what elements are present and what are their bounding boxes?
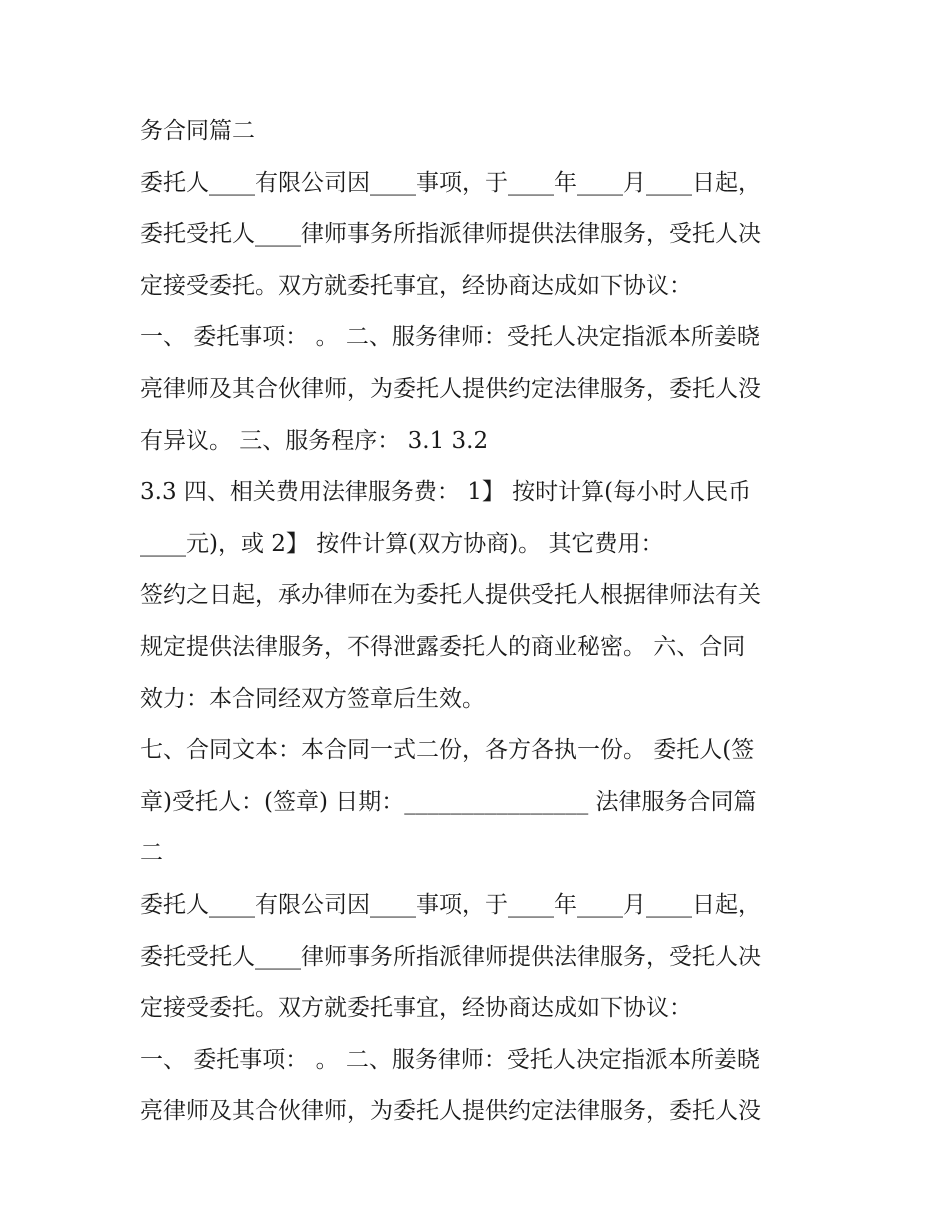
text-line: 一、 委托事项： 。 二、服务律师：受托人决定指派本所姜晓 (140, 324, 760, 351)
text-line: ____元)，或 2】 按件计算(双方协商)。 其它费用： (140, 530, 664, 557)
text-line: 有异议。 三、服务程序： 3.1 3.2 (140, 427, 489, 454)
text-line: 委托人____有限公司因____事项，于____年____月____日起， (140, 169, 761, 196)
text-line: 亮律师及其合伙律师，为委托人提供约定法律服务，委托人没 (140, 375, 761, 402)
text-line: 效力：本合同经双方签章后生效。 (140, 685, 485, 712)
contract-text (140, 106, 830, 1138)
text-line: 定接受委托。双方就委托事宜，经协商达成如下协议： (140, 272, 692, 299)
text-line: 签约之日起，承办律师在为委托人提供受托人根据律师法有关 (140, 582, 761, 609)
text-line: 委托受托人____律师事务所指派律师提供法律服务，受托人决 (140, 221, 761, 248)
text-line: 务合同篇二 (140, 118, 255, 144)
text-line: 定接受委托。双方就委托事宜，经协商达成如下协议： (140, 995, 692, 1022)
text-line: 委托受托人____律师事务所指派律师提供法律服务，受托人决 (140, 943, 761, 970)
text-line: 二 (140, 840, 163, 867)
text-line: 章)受托人：(签章) 日期：________________ 法律服务合同篇 (140, 788, 757, 815)
text-line: 3.3 四、相关费用法律服务费： 1】 按时计算(每小时人民币 (140, 479, 752, 506)
text-line: 委托人____有限公司因____事项，于____年____月____日起， (140, 891, 761, 918)
text-line: 亮律师及其合伙律师，为委托人提供约定法律服务，委托人没 (140, 1098, 761, 1125)
text-line: 七、合同文本：本合同一式二份，各方各执一份。 委托人(签 (140, 737, 755, 764)
text-line: 一、 委托事项： 。 二、服务律师：受托人决定指派本所姜晓 (140, 1046, 760, 1073)
text-line: 规定提供法律服务，不得泄露委托人的商业秘密。 六、合同 (140, 633, 746, 660)
